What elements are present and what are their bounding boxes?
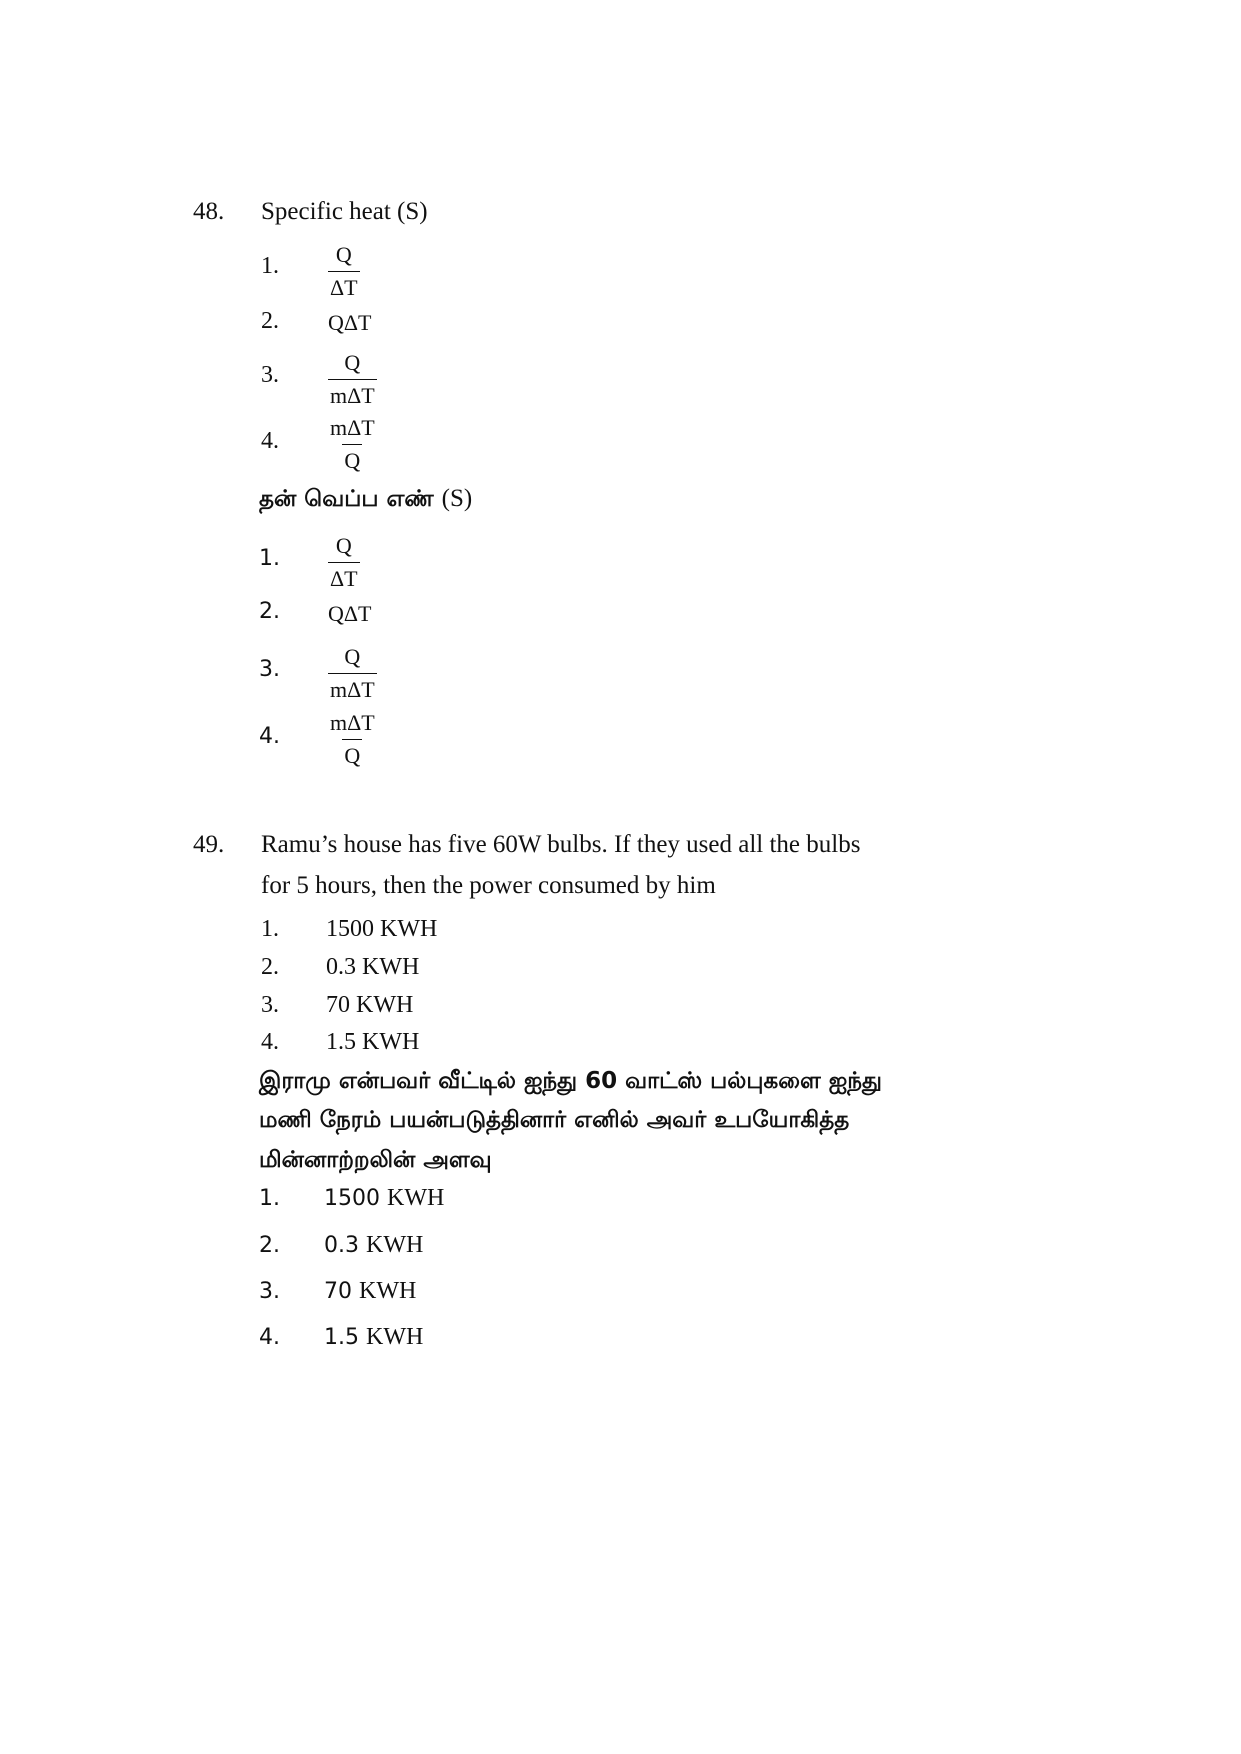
fraction-numerator: mΔT <box>330 710 375 735</box>
tamil-title-suffix: (S) <box>441 485 473 512</box>
fraction-q-over-dt <box>328 535 360 590</box>
question-text-49-tamil-line2: மணி நேரம் பயன்படுத்தினார் எனில் அவர் உபயோகித்த <box>259 1107 850 1133</box>
option-unit: KWH <box>366 1324 424 1350</box>
option-value: 0.3 <box>324 1233 359 1258</box>
fraction-denominator: Q <box>342 739 362 767</box>
fraction-numerator: Q <box>335 533 352 558</box>
option-number: 1. <box>259 546 280 571</box>
option-text <box>324 1232 423 1259</box>
question-text-49-tamil-line1: இராமு என்பவர் வீட்டில் ஐந்து 60 வாட்ஸ் பல்புகளை ஐந்து <box>259 1068 882 1094</box>
option-text: 1500 KWH <box>326 916 438 942</box>
option-number: 2. <box>261 308 279 334</box>
option-number: 1. <box>261 916 279 942</box>
option-expression: QΔT <box>328 310 372 335</box>
option-number: 4. <box>259 724 280 749</box>
option-number: 2. <box>259 599 280 624</box>
option-expression: QΔT <box>328 601 372 626</box>
fraction-denominator: mΔT <box>328 673 377 701</box>
option-unit: KWH <box>366 1232 424 1258</box>
option-number: 2. <box>261 954 279 980</box>
option-number: 4. <box>259 1325 280 1350</box>
option-value: 70 <box>324 1279 352 1304</box>
fraction-denominator: ΔT <box>328 271 360 299</box>
question-text-49-line1: Ramu’s house has five 60W bulbs. If they used all the bulbs <box>261 831 861 858</box>
fraction-mdt-over-q <box>328 712 377 767</box>
fraction-q-over-mdt <box>328 352 377 407</box>
question-text-48-tamil <box>259 485 472 515</box>
fraction-numerator: Q <box>335 242 352 267</box>
question-text-48: Specific heat (S) <box>261 198 428 225</box>
option-text <box>324 1185 444 1212</box>
option-text: 1.5 KWH <box>326 1029 420 1055</box>
fraction-q-over-mdt <box>328 646 377 701</box>
option-number: 4. <box>261 428 279 454</box>
option-number: 3. <box>259 657 280 682</box>
question-number-49: 49. <box>193 831 225 858</box>
option-value: 1.5 <box>324 1325 359 1350</box>
fraction-denominator: ΔT <box>328 562 360 590</box>
option-text <box>324 1278 416 1305</box>
question-number-48: 48. <box>193 198 225 225</box>
question-text-49-line2: for 5 hours, then the power consumed by him <box>261 872 716 899</box>
option-unit: KWH <box>359 1278 417 1304</box>
fraction-denominator: mΔT <box>328 379 377 407</box>
fraction-mdt-over-q <box>328 417 377 472</box>
option-number: 3. <box>259 1279 280 1304</box>
option-number: 4. <box>261 1029 279 1055</box>
option-value: 1500 <box>324 1186 380 1211</box>
option-unit: KWH <box>387 1185 445 1211</box>
option-number: 3. <box>261 362 279 388</box>
option-number: 1. <box>261 253 279 279</box>
tamil-title-text: தன் வெப்ப எண் <box>259 486 434 512</box>
option-text: 70 KWH <box>326 992 414 1018</box>
option-text: 0.3 KWH <box>326 954 420 980</box>
fraction-numerator: Q <box>344 644 361 669</box>
fraction-numerator: mΔT <box>330 415 375 440</box>
option-number: 1. <box>259 1186 280 1211</box>
fraction-q-over-dt <box>328 244 360 299</box>
option-number: 2. <box>259 1233 280 1258</box>
fraction-numerator: Q <box>344 350 361 375</box>
option-number: 3. <box>261 992 279 1018</box>
option-text <box>324 1324 423 1351</box>
question-text-49-tamil-line3: மின்னாற்றலின் அளவு <box>259 1147 492 1173</box>
fraction-denominator: Q <box>342 444 362 472</box>
